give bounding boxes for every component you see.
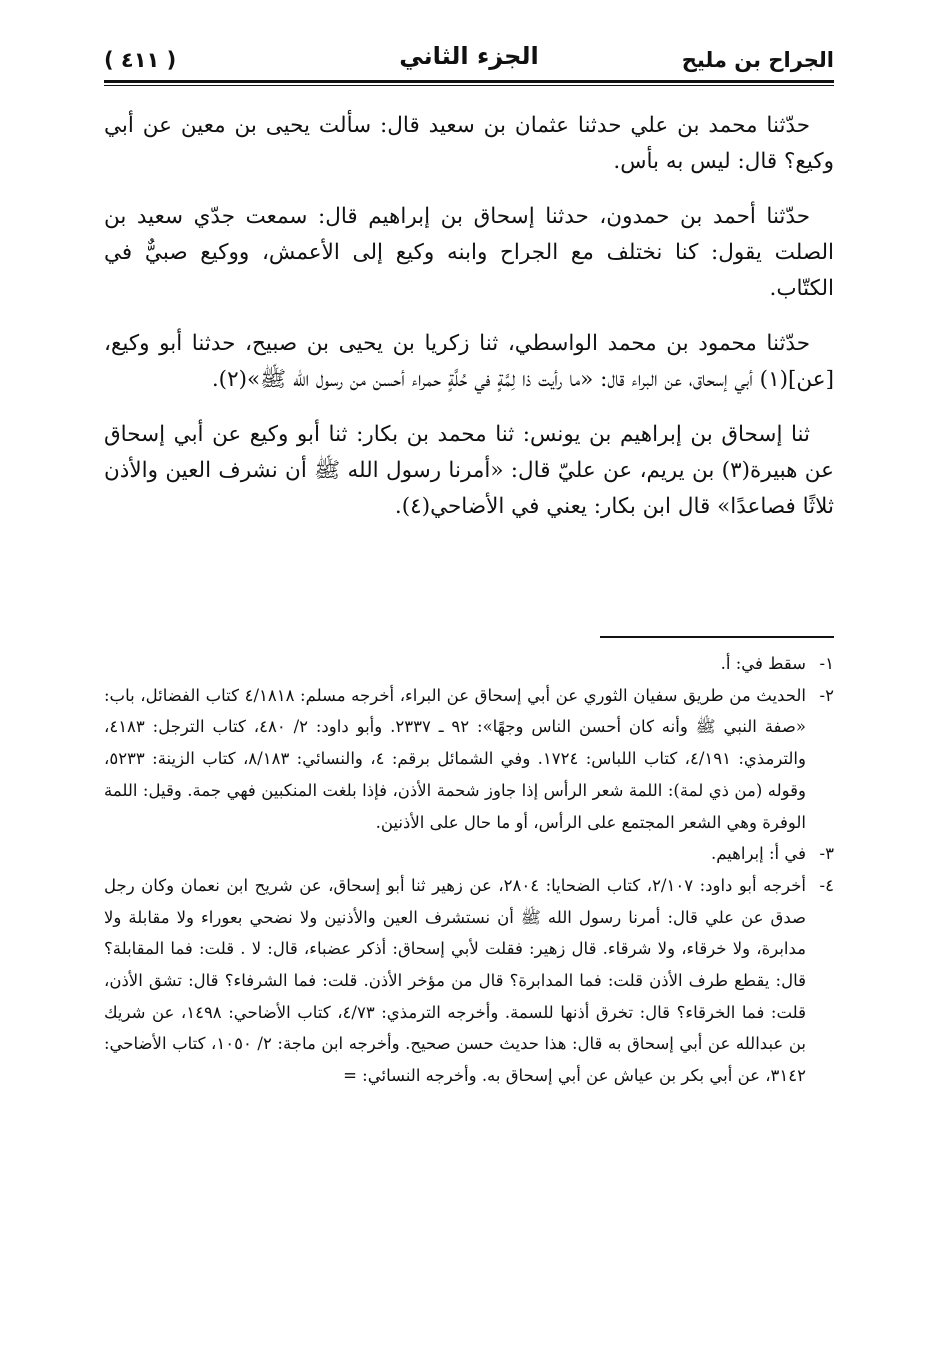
footnote (104, 680, 834, 839)
page-number: ( ٤١١ ) (104, 48, 177, 72)
paragraph: حدّثنا أحمد بن حمدون، حدثنا إسحاق بن إبراهيم قال: سمعت جدّي سعيد بن الصلت يقول: كنا نختلف مع الجراح وابنه وكيع إلى الأعمش، ووكيع صبيٌّ في الكتّاب. (104, 204, 834, 301)
footnote-number: ١- (819, 654, 834, 673)
footnote-number: ٤- (819, 875, 834, 895)
header-rule (104, 80, 834, 83)
footnote-text: الحديث من طريق سفيان الثوري عن أبي إسحاق عن البراء، أخرجه مسلم: ٤/١٨١٨ كتاب الفضائل، باب: «صفة النبي ﷺ وأنه كان أحسن الناس وجهًا»: ٩٢ ـ ٢٣٣٧. وأبو داود: ٢/ ٤٨٠، كتاب الترجل: ٤١٨٣، والترمذي: ٤/١٩١، كتاب اللباس: ١٧٢٤. وفي الشمائل برقم: ٤، والنسائي: ٨/١٨٣، كتاب الزينة: ٥٢٣٣، وقوله (من ذي لمة): اللمة شعر الرأس إذا جاوز شحمة الأذن، فإذا بلغت المنكبين فهي جمة. وقيل: اللمة الوفرة وهي الشعر المجتمع على الرأس، أو ما حال على الأذنين. (104, 685, 806, 832)
section-title: الجراح بن مليح (681, 48, 834, 72)
volume-title: الجزء الثاني (399, 42, 539, 70)
footnote (104, 838, 834, 870)
footnote (104, 648, 834, 680)
footnote (104, 870, 834, 1092)
footnote-text: أخرجه أبو داود: ٢/١٠٧، كتاب الضحايا: ٢٨٠٤، عن زهير ثنا أبو إسحاق، عن شريح ابن نعمان وكان رجل صدق عن علي قال: أمرنا رسول الله ﷺ أن نستشرف العين والأذنين ولا نضحي بعوراء ولا مقابلة ولا مدابرة، ولا خرقاء، ولا شرقاء. قال زهير: فقلت لأبي إسحاق: أذكر عضباء، قال: لا . قلت: فما المقابلة؟ قال: يقطع طرف الأذن قلت: فما المدابرة؟ قال من مؤخر الأذن. قلت: فما الشرفاء؟ قال: تشق الأذن، قلت: فما الخرقاء؟ قال: تخرق أذنها للسمة. وأخرجه الترمذي: ٤/٧٣، كتاب الأضاحي: ١٤٩٨، عن شريك بن عبدالله عن أبي إسحاق به قال: هذا حديث حسن صحيح. وأخرجه ابن ماجة: ٢/ ١٠٥٠، كتاب الأضاحي: ٣١٤٢، عن أبي بكر بن عياش عن أبي إسحاق به. وأخرجه النسائي: = (104, 875, 807, 1086)
footnote-divider (600, 636, 834, 638)
main-text (104, 108, 834, 544)
footnotes (104, 648, 834, 1092)
paragraph: ثنا إسحاق بن إبراهيم بن يونس: ثنا محمد بن بكار: ثنا أبو وكيع عن أبي إسحاق عن هبيرة(٣) بن يريم، عن عليّ قال: «أمرنا رسول الله ﷺ أن نشرف العين والأذن ثلاثًا فصاعدًا» قال ابن بكار: يعني في الأضاحي(٤). (104, 422, 834, 519)
page-header (104, 40, 834, 80)
footnote-text: سقط في: أ. (720, 654, 806, 673)
footnote-number: ٢- (819, 685, 834, 705)
header-rule-thin (104, 85, 834, 86)
footnote-number: ٣- (819, 844, 834, 864)
paragraph: حدّثنا محمود بن محمد الواسطي، ثنا زكريا بن يحيى بن صبيح، حدثنا أبو وكيع، [عن](١) أبي إسحاق، عن البراء قال: «ما رأيت ذا لِمَّةٍ في حُلَّةٍ حمراء أحسن من رسول الله ﷺ»(٢). (104, 331, 834, 392)
footnote-text: في أ: إبراهيم. (710, 844, 806, 864)
paragraph: حدّثنا محمد بن علي حدثنا عثمان بن سعيد قال: سألت يحيى بن معين عن أبي وكيع؟ قال: ليس به بأس. (104, 113, 834, 174)
